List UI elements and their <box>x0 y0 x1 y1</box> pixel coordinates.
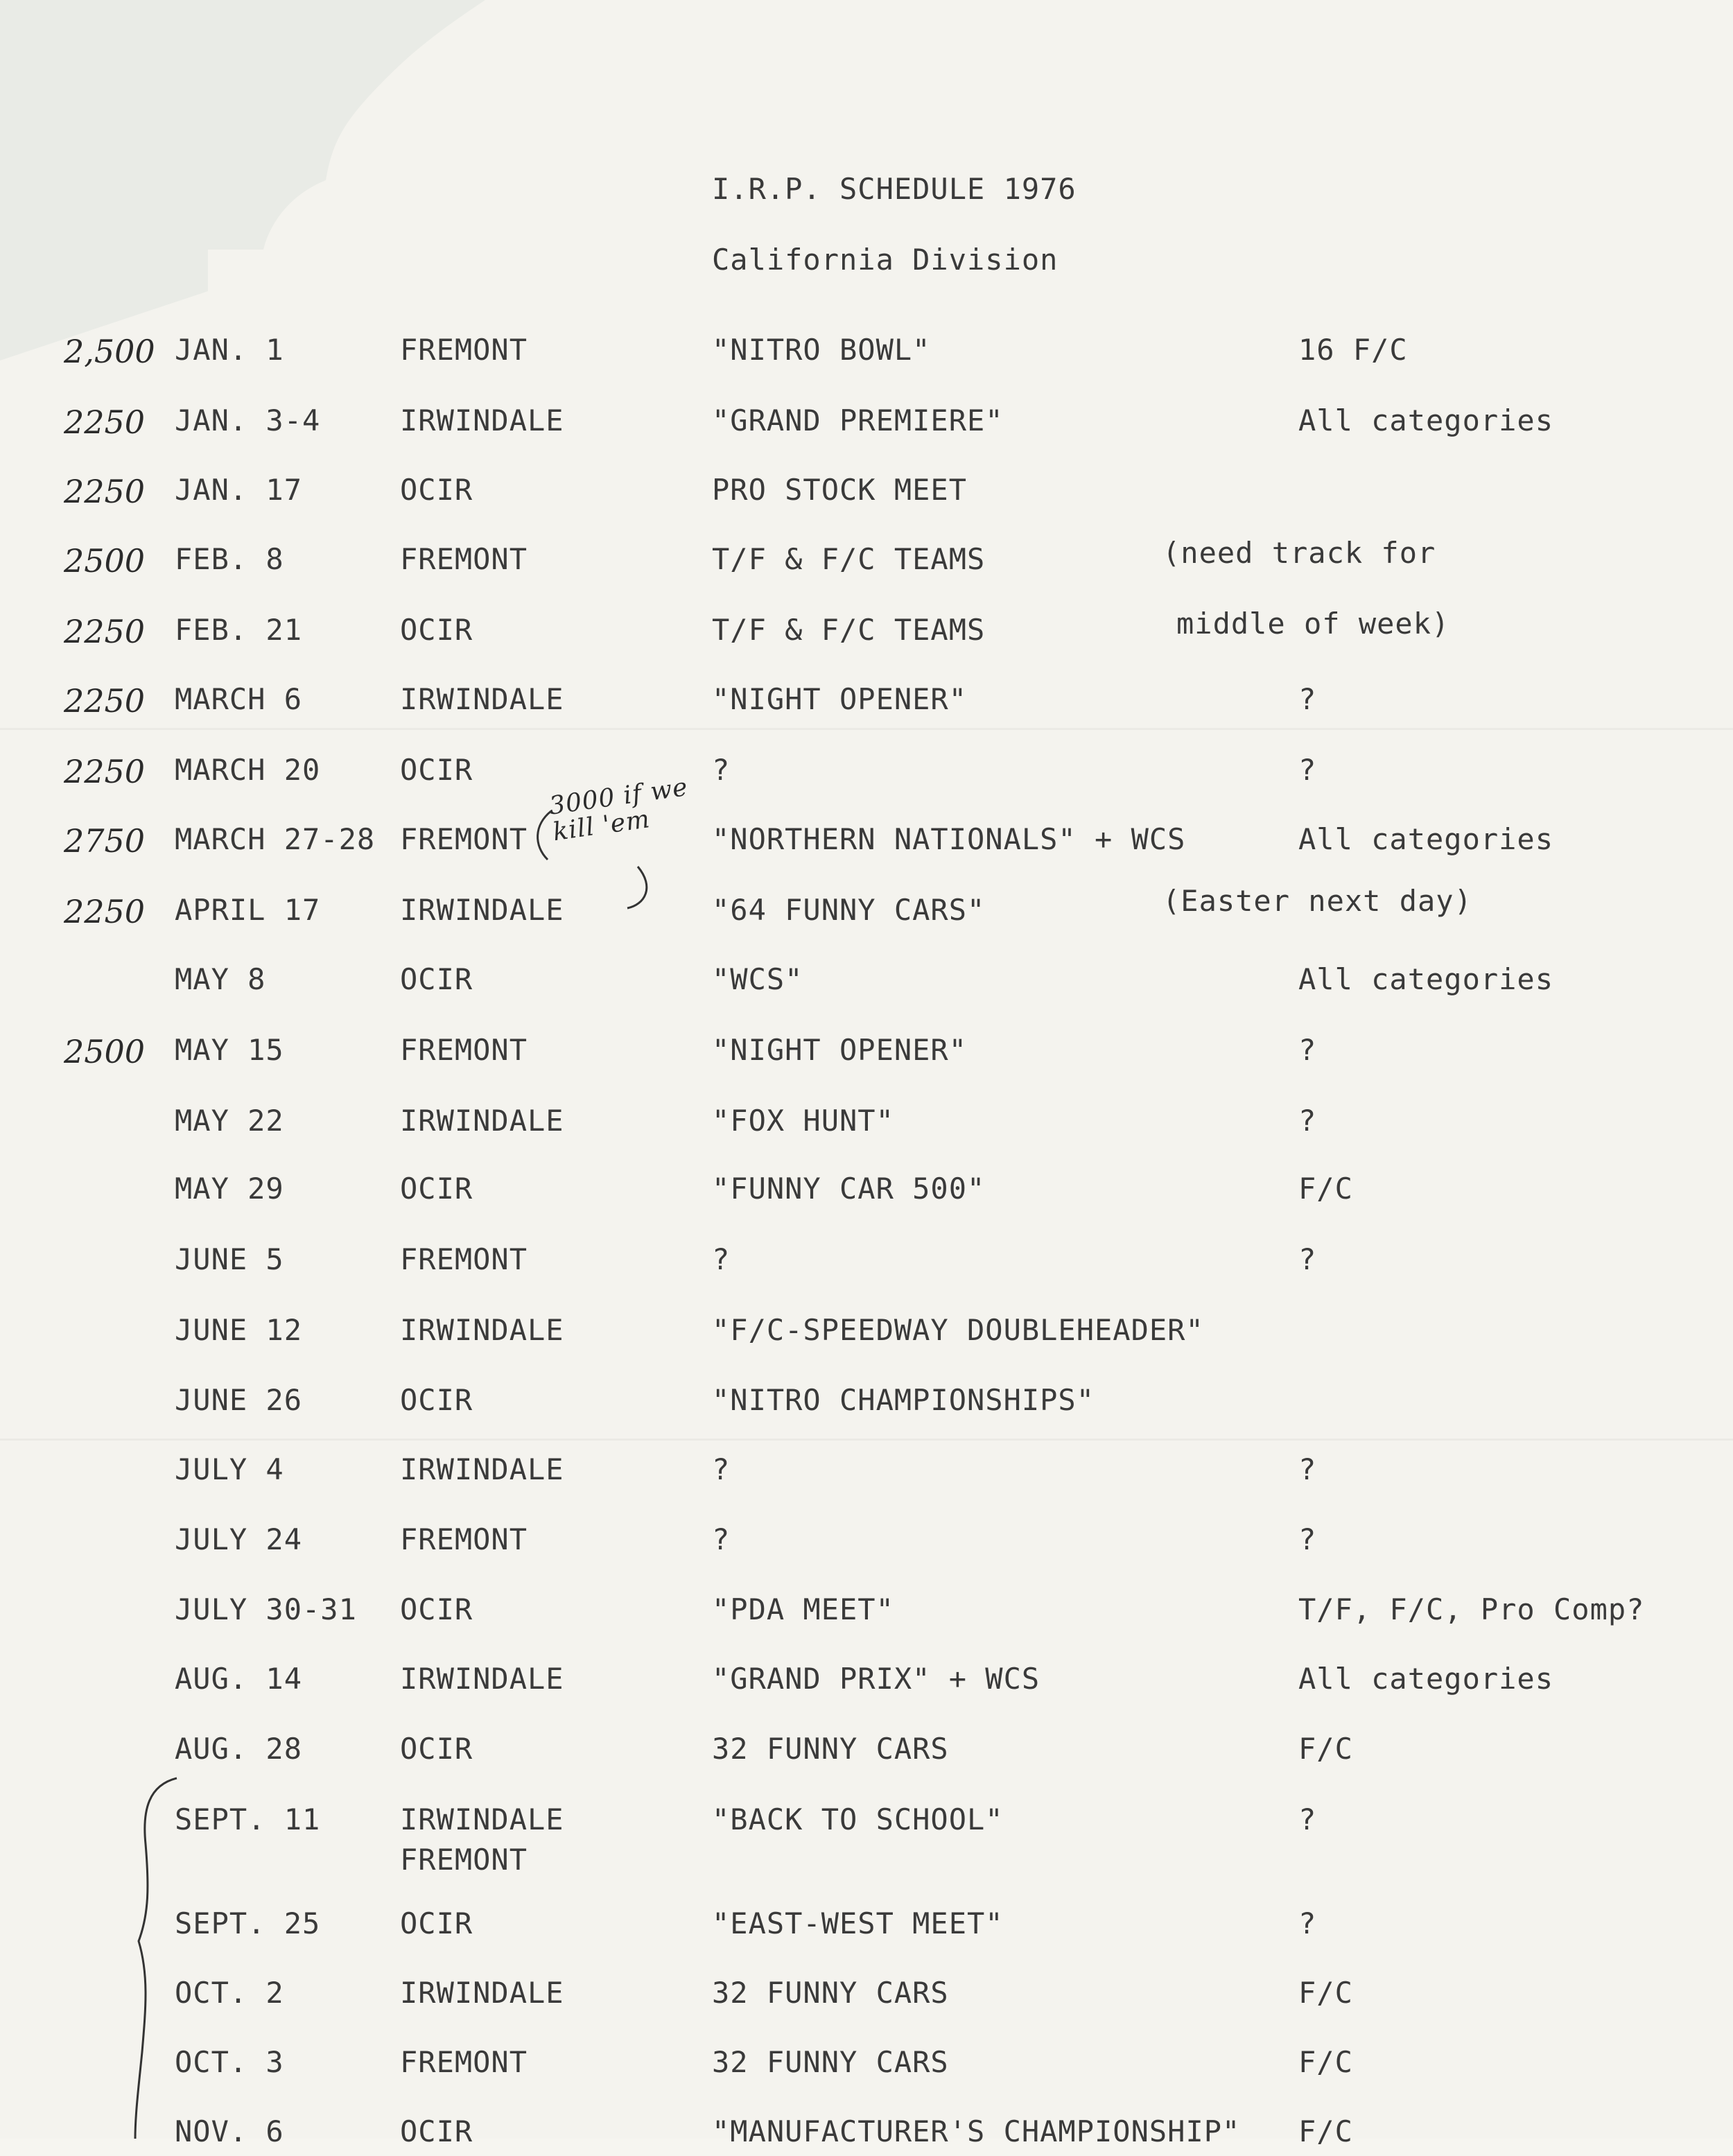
handwritten-price: 2250 <box>64 613 146 650</box>
handwritten-price: 2500 <box>64 1033 146 1070</box>
row-event: "NORTHERN NATIONALS" + WCS <box>712 822 1186 856</box>
sept11-second-track: FREMONT <box>400 1843 528 1877</box>
row-category: All categories <box>1298 822 1554 856</box>
row-track: OCIR <box>400 2114 473 2148</box>
row-track: OCIR <box>400 962 473 996</box>
row-track: OCIR <box>400 1172 473 1206</box>
row-event: "FOX HUNT" <box>712 1104 894 1138</box>
row-date: JAN. 17 <box>175 473 303 507</box>
row-date: MAY 22 <box>175 1104 284 1138</box>
row-event: "FUNNY CAR 500" <box>712 1172 986 1206</box>
row-date: SEPT. 25 <box>175 1906 321 1940</box>
row-event: "MANUFACTURER'S CHAMPIONSHIP" <box>712 2114 1241 2148</box>
row-category: T/F, F/C, Pro Comp? <box>1298 1592 1645 1626</box>
row-date: OCT. 3 <box>175 2045 284 2079</box>
row-category: ? <box>1298 1452 1317 1486</box>
handwritten-price: 2750 <box>64 822 146 860</box>
row-event: "BACK TO SCHOOL" <box>712 1802 1004 1836</box>
row-track: OCIR <box>400 753 473 787</box>
handwritten-price: 2500 <box>64 542 146 580</box>
row-event: 32 FUNNY CARS <box>712 1976 949 2010</box>
row-date: JULY 30-31 <box>175 1592 357 1626</box>
row-category: F/C <box>1298 2114 1353 2148</box>
row-date: MARCH 6 <box>175 682 303 716</box>
row-date: FEB. 21 <box>175 613 303 647</box>
row-date: JUNE 26 <box>175 1383 303 1417</box>
row-event: T/F & F/C TEAMS <box>712 542 986 576</box>
margin-note-bracket <box>538 811 551 860</box>
handwritten-price: 2250 <box>64 473 146 510</box>
row-event: ? <box>712 1522 731 1556</box>
row-event: PRO STOCK MEET <box>712 473 968 507</box>
row-category: ? <box>1298 753 1317 787</box>
row-track: OCIR <box>400 613 473 647</box>
row-category: F/C <box>1298 1732 1353 1766</box>
row-date: JAN. 1 <box>175 333 284 367</box>
row-event: T/F & F/C TEAMS <box>712 613 986 647</box>
handwritten-margin-note: 3000 if we kill 'em <box>547 772 690 847</box>
fall-schedule-bracket <box>135 1778 177 2139</box>
row-category: ? <box>1298 1242 1317 1276</box>
row-category: ? <box>1298 1104 1317 1138</box>
row-track: FREMONT <box>400 1242 528 1276</box>
row-category: 16 F/C <box>1298 333 1408 367</box>
row-track: IRWINDALE <box>400 1976 564 2010</box>
row-category: ? <box>1298 1522 1317 1556</box>
row-event: "NIGHT OPENER" <box>712 1033 968 1067</box>
row-track: IRWINDALE <box>400 893 564 927</box>
row-track: OCIR <box>400 1383 473 1417</box>
row-date: OCT. 2 <box>175 1976 284 2010</box>
row-track: FREMONT <box>400 822 528 856</box>
row-track: FREMONT <box>400 1522 528 1556</box>
row-track: OCIR <box>400 1732 473 1766</box>
page-subtitle: California Division <box>712 243 1059 277</box>
row-date: MAY 15 <box>175 1033 284 1067</box>
row-event: "64 FUNNY CARS" <box>712 893 986 927</box>
row-event: "F/C-SPEEDWAY DOUBLEHEADER" <box>712 1313 1204 1347</box>
row-track: IRWINDALE <box>400 682 564 716</box>
note-need-track-2: middle of week) <box>1176 607 1450 641</box>
row-event: 32 FUNNY CARS <box>712 1732 949 1766</box>
row-date: MAY 29 <box>175 1172 284 1206</box>
row-date: FEB. 8 <box>175 542 284 576</box>
row-category: ? <box>1298 1033 1317 1067</box>
row-event: ? <box>712 1242 731 1276</box>
row-category: All categories <box>1298 403 1554 437</box>
note-need-track-1: (need track for <box>1162 536 1436 570</box>
row-track: IRWINDALE <box>400 403 564 437</box>
row-date: MAY 8 <box>175 962 266 996</box>
row-date: MARCH 27-28 <box>175 822 376 856</box>
row-event: "WCS" <box>712 962 803 996</box>
row-category: F/C <box>1298 1172 1353 1206</box>
handwritten-price: 2250 <box>64 753 146 790</box>
row-track: OCIR <box>400 473 473 507</box>
page-title: I.R.P. SCHEDULE 1976 <box>712 172 1077 206</box>
row-track: OCIR <box>400 1906 473 1940</box>
handwritten-price: 2250 <box>64 682 146 720</box>
handwritten-price: 2250 <box>64 893 146 930</box>
row-category: ? <box>1298 682 1317 716</box>
row-track: IRWINDALE <box>400 1313 564 1347</box>
row-date: APRIL 17 <box>175 893 321 927</box>
row-event: "NITRO CHAMPIONSHIPS" <box>712 1383 1095 1417</box>
row-event: "NIGHT OPENER" <box>712 682 968 716</box>
note-easter: (Easter next day) <box>1162 884 1472 918</box>
margin-note-close-paren <box>627 867 647 908</box>
row-event: "PDA MEET" <box>712 1592 894 1626</box>
row-date: NOV. 6 <box>175 2114 284 2148</box>
row-date: JUNE 5 <box>175 1242 284 1276</box>
row-category: F/C <box>1298 1976 1353 2010</box>
row-date: AUG. 28 <box>175 1732 303 1766</box>
row-category: All categories <box>1298 962 1554 996</box>
row-date: JUNE 12 <box>175 1313 303 1347</box>
row-track: IRWINDALE <box>400 1802 564 1836</box>
row-event: "GRAND PREMIERE" <box>712 403 1004 437</box>
row-track: IRWINDALE <box>400 1452 564 1486</box>
row-event: 32 FUNNY CARS <box>712 2045 949 2079</box>
row-date: MARCH 20 <box>175 753 321 787</box>
row-track: IRWINDALE <box>400 1104 564 1138</box>
row-event: ? <box>712 753 731 787</box>
handwritten-price: 2,500 <box>64 333 155 370</box>
row-category: All categories <box>1298 1662 1554 1696</box>
row-date: SEPT. 11 <box>175 1802 321 1836</box>
row-track: FREMONT <box>400 1033 528 1067</box>
row-date: AUG. 14 <box>175 1662 303 1696</box>
row-event: ? <box>712 1452 731 1486</box>
row-event: "GRAND PRIX" + WCS <box>712 1662 1040 1696</box>
row-track: FREMONT <box>400 333 528 367</box>
row-track: FREMONT <box>400 542 528 576</box>
row-date: JULY 4 <box>175 1452 284 1486</box>
row-category: ? <box>1298 1906 1317 1940</box>
row-track: OCIR <box>400 1592 473 1626</box>
handwritten-price: 2250 <box>64 403 146 441</box>
row-event: "EAST-WEST MEET" <box>712 1906 1004 1940</box>
row-category: ? <box>1298 1802 1317 1836</box>
row-category: F/C <box>1298 2045 1353 2079</box>
row-event: "NITRO BOWL" <box>712 333 931 367</box>
row-track: FREMONT <box>400 2045 528 2079</box>
row-date: JAN. 3-4 <box>175 403 321 437</box>
row-track: IRWINDALE <box>400 1662 564 1696</box>
row-date: JULY 24 <box>175 1522 303 1556</box>
